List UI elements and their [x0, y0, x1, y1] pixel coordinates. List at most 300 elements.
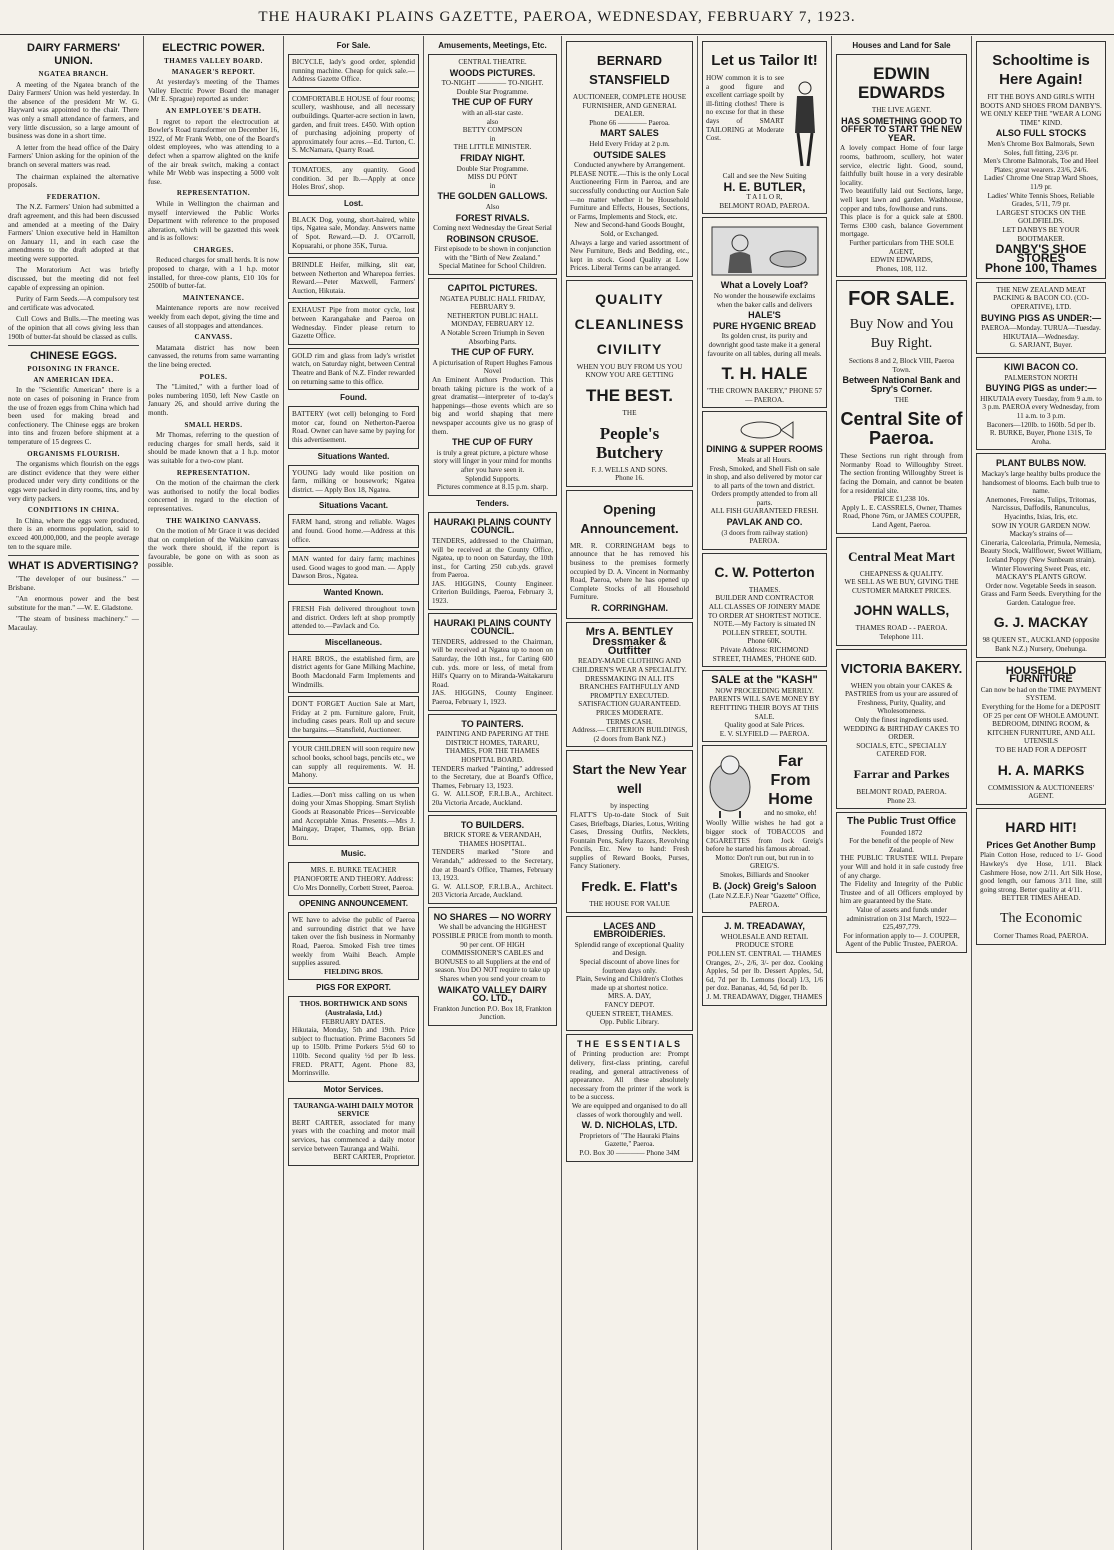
text: "THE CROWN BAKERY," PHONE 57 — PAEROA. [707, 387, 822, 404]
text: Fredk. E. Flatt's [581, 879, 678, 895]
text: NOW PROCEEDING MERRILY. [715, 686, 814, 695]
text: Pictures commence at 8.15 p.m. sharp. [436, 483, 549, 492]
text: PAINTING AND PAPERING AT THE DISTRICT HOMES, TARARU, THAMES, FOR THE THAMES HOSPITAL BOARD. [436, 730, 549, 764]
text: LET DANBYS BE YOUR BOOTMAKER. [1002, 225, 1080, 243]
divider [8, 345, 139, 346]
produce-ad [702, 916, 827, 1005]
text: Order now. Vegetable Seeds in season. Grass and Farm Seeds. Everything for the Garden. Catalogue free. [980, 581, 1102, 607]
paragraph: Reduced charges for small herds. It is now proposed to charge, with a 1 h.p. motor installed, for three-cow plants, £10 10s for 2500lb of butter-fat. [148, 256, 279, 291]
text: Men's Chrome Balmorals, Toe and Heel Plates; great wearers. 23/6, 24/6. [983, 157, 1099, 174]
text: Schooltime is Here Again! [992, 52, 1090, 88]
text: TO-NIGHT ———— TO-NIGHT. [441, 79, 544, 88]
text: SATISFACTION GUARANTEED. [578, 700, 681, 709]
gentleman-illustration [787, 78, 823, 168]
subhead: POISONING IN FRANCE. [27, 365, 120, 374]
text: 98 QUEEN ST., AUCKLAND (opposite Bank N.Z.) Nursery, Onehunga. [982, 636, 1100, 654]
classified-ad: BRINDLE Heifer, milking, slit ear, between Netherton and Wharepoa ferries. Reward.—Peter Maxwell, Farmers' Auction, Hikutaia. [288, 257, 419, 299]
text: Special Matinee for School Children. [438, 262, 547, 271]
text: Cineraria, Calceolaria, Primula, Nemesia, Beauty Stock, Wallflower, Sweet William, Iceland Poppy (New Sunbeam strain). Winter Flowering Sweet Peas, etc. [980, 538, 1102, 573]
text: is truly a great picture, a picture whose story will linger in your mind for months after you have seen it. [433, 448, 552, 474]
text: Buy Now and You Buy Right. [849, 317, 954, 352]
text: NOTE.—My Factory is situated IN POLLEN STREET, SOUTH. [713, 620, 816, 637]
text: WE ONLY KEEP THE "WEAR A LONG TIME" KIND. [980, 110, 1102, 127]
section-head: Lost. [343, 198, 364, 208]
text: KIWI BACON CO. [1004, 362, 1078, 373]
text: Opening Announcement. [580, 501, 679, 536]
classified-ad: TOMATOES, any quantity. Good condition. 3d per lb.—Apply at once Holes Bros', shop. [288, 162, 419, 196]
classified-ad: FRESH Fish delivered throughout town and district. Orders left at shop promptly attended to.—Pavlack and Co. [288, 601, 419, 635]
quote: "The developer of our business." —Brisbane. [8, 575, 139, 592]
text: NGATEA PUBLIC HALL FRIDAY, FEBRUARY 9. [439, 294, 546, 312]
paragraph: In the "Scientific American" there is a note on cases of poisoning in France from the use of frozen eggs from China which had been used for making bread and confectionery. The Chinese eggs are broken into tins and frozen before shipment at a temperature of 15 degrees C. [8, 386, 139, 446]
text: by inspecting [610, 802, 649, 811]
text: H. A. MARKS [997, 761, 1085, 778]
column-1 [4, 36, 144, 1550]
text: Founded 1872 [880, 828, 923, 837]
text: Corner Thames Road, PAEROA. [993, 931, 1089, 940]
text: No wonder the housewife exclaims when the baker calls and delivers [713, 291, 816, 309]
subhead: MANAGER'S REPORT. [171, 67, 256, 76]
text: Between National Bank and Spry's Corner. [842, 375, 961, 395]
masthead: THE HAURAKI PLAINS GAZETTE, PAEROA, WEDNESDAY, FEBRUARY 7, 1923. [0, 0, 1114, 35]
text: C. W. Potterton [714, 563, 815, 580]
subhead: AN AMERICAN IDEA. [33, 375, 114, 384]
ad-body: Hikutaia, Monday, 5th and 19th. Price subject to fluctuation. Prime Baconers 5d up to 150lb. Prime Porkers 5½d 60 to 110lb. Second quality ½d per lb less. FRED. PRATT, Agent. Phone 83, Morrinsville. [292, 1026, 415, 1078]
text: THE CUP OF FURY. [451, 347, 534, 358]
headline-chinese-eggs: CHINESE EGGS. [30, 350, 117, 363]
text: Frankton Junction P.O. Box 18, Frankton Junction. [433, 1004, 552, 1022]
text: PRICE £1,238 10s. [873, 495, 930, 504]
subhead: NGATEA BRANCH. [38, 70, 109, 78]
text: ALL CLASSES OF JOINERY MADE TO ORDER AT SHORTEST NOTICE. [707, 603, 822, 620]
text: Double Star Programme. [456, 87, 529, 96]
shoe-store-ad [976, 41, 1106, 279]
text: DRESSMAKING IN ALL ITS BRANCHES FAITHFULLY AND PROMPTLY EXECUTED. [579, 674, 680, 700]
kiwi-bacon-ad [976, 357, 1106, 450]
text: T A I L O R, [746, 193, 783, 202]
classified-ad: BATTERY (wet cell) belonging to Ford motor car, found on Netherton-Paeroa Road. Owner can have same by paying for this advertisement. [288, 406, 419, 448]
text: Plain, Sewing and Children's Clothes made up at shortest notice. [576, 975, 683, 992]
text: Proprietors of "The Hauraki Plains Gazette," Paeroa. [579, 1131, 680, 1149]
section-head: Situations Vacant. [319, 501, 388, 511]
text: ROBINSON CRUSOE. [446, 233, 539, 244]
subhead: CONDITIONS IN CHINA. [27, 506, 120, 515]
text: in [489, 181, 496, 190]
text: PAVLAK AND CO. [726, 517, 803, 528]
text: FIT THE BOYS AND GIRLS WITH BOOTS AND SHOES FROM DANBY'S. [980, 93, 1102, 110]
paragraph: A meeting of the Ngatea branch of the Dairy Farmers' Union was held yesterday. In the absence of the president Mr W. G. Hayward was appointed to the chair. There was only a small attendance of farmers, and very little discussion, so a large amount of business was done in a short time. [8, 80, 139, 141]
text: Private Address: RICHMOND STREET, THAMES, 'PHONE 60D. [712, 646, 817, 663]
text: WHEN YOU BUY FROM US YOU KNOW YOU ARE GETTING [576, 362, 683, 380]
tailor-ad [702, 41, 827, 214]
text: Only the finest ingredients used. [854, 715, 949, 724]
text: Quality good at Sale Prices. [724, 721, 805, 730]
classified-ad: FARM hand, strong and reliable. Wages and found. Good home.—Address at this office. [288, 514, 419, 548]
text: BUILDER AND CONTRACTOR [715, 594, 814, 603]
builder-ad [702, 553, 827, 667]
text: Oranges, 2/-, 2/6, 3/- per doz. Cooking Apples, 5d per lb. Dessert Apples, 5d, 6d, 7d per lb. Lemons (local) 1/3, 1/6 per doz. Bananas, 4d, 5d, 6d per lb. [706, 958, 823, 993]
text: MRS. A. DAY, [608, 992, 651, 1001]
subhead: THAMES VALLEY BOARD. [164, 57, 263, 65]
text: in [489, 134, 496, 143]
text: VICTORIA BAKERY. [840, 660, 963, 676]
announcement-ad [566, 490, 693, 619]
text: Home [768, 790, 813, 808]
section-head: Houses and Land for Sale [852, 41, 951, 50]
furniture-ad [976, 661, 1106, 805]
text: Meals at all Hours. [737, 455, 792, 464]
tender-ad [428, 714, 557, 812]
text: OUTSIDE SALES [593, 149, 666, 160]
text: MACKAY'S PLANTS GROW. [995, 573, 1087, 582]
subhead: AN EMPLOYEE'S DEATH. [165, 106, 262, 115]
text: LACES AND EMBROIDERIES. [593, 920, 666, 940]
text: (Late N.Z.E.F.) Near "Gazette" Office, PAEROA. [708, 892, 821, 909]
text: BRICK STORE & VERANDAH, THAMES HOSPITAL. [443, 831, 542, 848]
section-head: Miscellaneous. [325, 637, 382, 647]
text: These Sections run right through from Normanby Road to Willoughby Street. The section fronting Willoughby Street is facing the Domain, and cannot be beaten for a residential site. [840, 452, 963, 495]
text: Smokes, Billiards and Snooker [719, 870, 810, 879]
text: Special discount of above lines for fourteen days only. [579, 958, 680, 975]
text: Two beautifully laid out Sections, large, well kept lawn and garden. Washhouse, copper and tubs, fowlhouse and runs. [840, 187, 963, 213]
subhead: THE WAIKINO CANVASS. [166, 516, 261, 525]
text: THE LITTLE MINISTER. [453, 143, 532, 152]
text: Central Site of Paeroa. [840, 409, 963, 449]
tender-ad [428, 815, 557, 904]
subhead: REPRESENTATION. [176, 189, 251, 198]
text: SOW IN YOUR GARDEN NOW. Mackay's strains of— [991, 521, 1091, 539]
column-6-ads [698, 36, 832, 1550]
tender-ad [428, 613, 557, 711]
tobacco-ad [702, 745, 827, 913]
text: From [770, 771, 811, 789]
text: Its golden crust, its purity and downright good taste make it a general favourite on all tables, during all meals. [707, 332, 822, 358]
text: HAURAKI PLAINS COUNTY COUNCIL. [433, 516, 552, 536]
column-3-classifieds [284, 36, 424, 1550]
flatt-ad [566, 750, 693, 912]
printing-ad [566, 1034, 693, 1162]
headline-electric-power: ELECTRIC POWER. [162, 42, 265, 54]
text: For the benefit of the people of New Zealand. [849, 837, 954, 854]
auctioneer-ad [566, 41, 693, 277]
text: Address.— CRITERION BUILDINGS, (2 doors from Bank NZ.) [572, 726, 687, 743]
ad-sub: FEBRUARY DATES. [321, 1017, 386, 1026]
text: Central Meat Mart [848, 548, 955, 564]
section-head: OPENING ANNOUNCEMENT. [298, 899, 409, 909]
text: FOR SALE. [848, 288, 955, 311]
victoria-bakery-ad [836, 649, 967, 810]
text: AUCTIONEER, COMPLETE HOUSE FURNISHER, AND GENERAL DEALER. [572, 93, 687, 119]
text: HOW common it is to see a good figure and excellent carriage spoilt by ill-fitting clothes! There is no excuse for that in these days of SMART TAILORING at Moderate Cost. [706, 74, 784, 143]
text: EDWIN EDWARDS [858, 64, 945, 102]
text: Plain Cotton Hose, reduced to 1/- Good Hawkey's dye Hose, 1/11. Black Cashmere Hose, now 2/11. Art Silk Hose, good length, our famous 3/11 line, still going strong. Better quality at 4/11. [980, 851, 1102, 894]
text: The Fidelity and Integrity of the Public Trustee and of all Officers employed by him are guaranteed by the State. [840, 880, 963, 906]
text: and no smoke, eh! [764, 808, 817, 817]
sections-ad [836, 280, 967, 533]
text: Phone 66 ———— Paeroa. [589, 118, 670, 127]
text: THE [894, 395, 909, 404]
text: WAIKATO VALLEY DAIRY CO. LTD., [437, 984, 547, 1004]
text: E. V. SLYFIELD — PAEROA. [719, 729, 810, 738]
paragraph: At yesterday's meeting of the Thames Valley Electric Power Board the manager (Mr E. Sprague) reported as under: [148, 78, 279, 104]
text: Let us Tailor It! [711, 52, 818, 69]
classified-ad [288, 996, 419, 1081]
classified-ad: DON'T FORGET Auction Sale at Mart, Friday at 2 pm. Furniture galore, Fruit, including cases pears. Roll up and secure the bargains.—Stansfield, Auctioneer. [288, 696, 419, 738]
kash-ad [702, 670, 827, 742]
text: Also [485, 202, 500, 211]
text: THAMES. [748, 585, 781, 594]
text: PURE HYGENIC BREAD [712, 320, 816, 331]
tender-ad [428, 512, 557, 610]
text: Apply L. E. CASSRELS, Owner, Thames Road, Phone 76m, or JAMES COUPER, Land Agent, Paeroa. [841, 503, 962, 529]
dairy-ad [428, 907, 557, 1026]
text: Far [778, 752, 803, 770]
subhead: SMALL HERDS. [184, 420, 243, 429]
text: BUYING PIGS as under:— [985, 383, 1097, 394]
text: HAS SOMETHING GOOD TO OFFER TO START THE NEW YEAR. [840, 115, 963, 143]
text: READY-MADE CLOTHING AND CHILDREN'S WEAR A SPECIALITY. [572, 657, 687, 674]
text: TO BE HAD FOR A DEPOSIT [995, 746, 1087, 754]
dressmaker-ad [566, 622, 693, 748]
sheep-illustration [706, 749, 754, 819]
text: CHEAPNESS & QUALITY. [859, 569, 944, 578]
hosiery-ad [976, 808, 1106, 945]
text: P.O. Box 30 ———— Phone 34M [579, 1148, 680, 1157]
text: MR. R. CORRINGHAM begs to announce that he has removed his business to the premises formerly occupied by D. A. Vincent in Normanby Road, Paeroa, where he has opened up Complete Stocks of all Household Furniture. [570, 541, 689, 602]
ad-body: WE have to advise the public of Paeroa and surrounding district that we have taken over the fish business in Normanby Road, Paeroa. Smoked Fish tree times weekly from Waihi Beach. Ample supplies assured. [292, 916, 415, 968]
text: THE CUP OF FURY [451, 97, 533, 108]
text: PARENTS WILL SAVE MONEY BY REFITTING THEIR BOYS AT THIS SALE. [709, 695, 820, 721]
subhead: CHARGES. [193, 245, 234, 254]
classified-ad: MAN wanted for dairy farm; machines used. Good wages to good man. — Apply Dawson Bros., Ngatea. [288, 551, 419, 585]
text: G. J. MACKAY [993, 614, 1089, 631]
bulbs-ad [976, 453, 1106, 657]
meat-packing-ad [976, 282, 1106, 354]
text: What a Lovely Loaf? [720, 280, 809, 291]
text: Phone 60K. [747, 637, 782, 646]
text: HARD HIT! [1005, 818, 1077, 835]
paragraph: A letter from the head office of the Dairy Farmers' Union asking for the opinion of the branch on several matters was read. [8, 143, 139, 169]
text: TENDERS, addressed to the Chairman, will be received at the County Office, Ngatea, up to noon on Saturday, the 10th inst., for Carting 250 cub.yds. gravel from Paeroa. [432, 536, 553, 580]
text: BEDROOM, DINING ROOM, & KITCHEN FURNITURE, AND ALL UTENSILS [987, 720, 1095, 746]
text: NETHERTON PUBLIC HALL MONDAY, FEBRUARY 12. [447, 311, 538, 329]
text: Woolly Willie wishes he had got a bigger stock of TOBACCOS and CIGARETTES from Jock Greig's before he started his famous abroad. [706, 819, 823, 854]
subhead: POLES. [199, 372, 228, 381]
text: This place is for a quick sale at £800. Terms £300 cash, balance Government mortgage. [840, 213, 963, 239]
paragraph: While in Wellington the chairman and myself interviewed the Public Works Department with reference to the proposed alteration, which will be gazetted this week and is as follows: [148, 199, 279, 243]
text: QUEEN STREET, THAMES. [586, 1009, 673, 1018]
paragraph: Matamata district has now been canvassed, the returns from same warranting the line being erected. [148, 343, 279, 369]
quote: "An enormous power and the best substitute for the man." —W. E. Gladstone. [8, 595, 139, 612]
text: Value of assets and funds under administration on 31st March, 1922—£25,497,779. [846, 906, 957, 932]
text: Phone 16. [615, 474, 644, 483]
text: NO SHARES — NO WORRY [433, 911, 552, 922]
text: R. BURKE, Buyer, Phone 131S, Te Aroha. [989, 429, 1093, 446]
text: Start the New Year well [572, 762, 687, 797]
quote: "The steam of business machinery." —Macaulay. [8, 615, 139, 633]
paragraph: The organisms which flourish on the eggs are distinct evidence that they were either produced under very dirty conditions or the eggs were packed in dirty rooms, tins, and by very dirty packers. [8, 460, 139, 503]
text: WE SELL AS WE BUY, GIVING THE CUSTOMER MARKET PRICES. [844, 578, 959, 595]
text: Conducted anywhere by Arrangement. [574, 161, 685, 170]
headline-dairy-farmers: DAIRY FARMERS' UNION. [26, 42, 121, 67]
paragraph: Cull Cows and Bulls.—The meeting was of the opinion that all cows giving less than 190lb of butter-fat should be classed as culls. [8, 315, 139, 341]
text: BUYING PIGS AS UNDER:— [980, 312, 1102, 323]
public-trust-ad [836, 812, 967, 953]
theatre-ad [428, 278, 557, 496]
subhead: MAINTENANCE. [182, 293, 245, 302]
text: TERMS CASH. [606, 717, 653, 726]
text: TO PAINTERS. [461, 718, 524, 729]
text: Can now be had on the TIME PAYMENT SYSTEM. [980, 685, 1102, 703]
text: Anemones, Freesias, Tulips, Tritomas, Narcissus, Daffodils, Ranunculus, Hyacinths, Ixias, Iris, etc. [985, 495, 1097, 521]
text: An Eminent Authors Production. This breath taking picture is the work of a great dramatist—interpreter of to-day's happenings—those events which are so big and world shaping that mere newspaper accounts give us no grasp of them. [432, 376, 553, 436]
text: CLEANLINESS [574, 315, 685, 332]
text: THE PUBLIC TRUSTEE WILL Prepare your Will and hold it in safe custody free of any charge. [840, 854, 963, 880]
headline-advertising: WHAT IS ADVERTISING? [8, 560, 139, 573]
text: JOHN WALLS, [853, 602, 950, 619]
text: Ladies' Chrome One Strap Ward Shoes, 11/9 pr. [984, 174, 1098, 191]
text: Baconers—120lb. to 160lb. 5d per lb. [986, 420, 1096, 429]
text: THE NEW ZEALAND MEAT PACKING & BACON CO. (CO-OPERATIVE), LTD. [993, 285, 1089, 312]
paragraph: The chairman explained the alternative proposals. [8, 172, 139, 190]
section-head: Found. [340, 393, 367, 403]
classified-ad: Ladies.—Don't miss calling on us when doing your Xmas Shopping. Smart Stylish Goods at Reasonable Prices—Serviceable and Acceptable Xmas. Presents.—Mrs J. Maingay, Draper, Thames, opp. Brian Boru. [288, 787, 419, 847]
text: BETTY COMPSON [462, 126, 523, 135]
ad-body: BERT CARTER, associated for many years with the coaching and motor mail services, has commenced a daily motor service between Tauranga and Waihi. [292, 1118, 415, 1153]
text: H. E. BUTLER, [723, 179, 806, 194]
text: Further particulars from THE SOLE AGENT, [849, 238, 954, 256]
text: THAMES ROAD - - PAEROA. [855, 624, 948, 633]
column-4-amusements [424, 36, 562, 1550]
text: BETTER TIMES AHEAD. [1001, 894, 1081, 903]
woman-with-loaf-illustration [710, 225, 820, 277]
ad-signature: BERT CARTER, Proprietor. [333, 1153, 415, 1162]
text: POLLEN ST. CENTRAL — THAMES [707, 950, 822, 959]
text: HOUSEHOLD FURNITURE [1005, 664, 1077, 686]
laces-ad [566, 916, 693, 1031]
text: PLEASE NOTE.—This is the only Local Auctioneering Firm in Paeroa, and are successfully conducting our Auction Sale—no matter whether it be Household Furniture and Effects, Houses, Sections, or Farms, Implements and Stock, etc. [570, 169, 689, 221]
text: THE [622, 409, 637, 418]
classified-ad [288, 1098, 419, 1166]
text: HAURAKI PLAINS COUNTY COUNCIL. [433, 617, 552, 637]
text: G. W. ALLSOP, F.R.I.B.A., Architect. 203 Victoria Arcade, Auckland. [432, 882, 553, 900]
text: PAEROA—Monday. TURUA—Tuesday. HIKUTAIA—Wednesday. [981, 324, 1101, 341]
classified-ad: BICYCLE, lady's good order, splendid running machine. Cheap for quick sale.—Address Gazette Office. [288, 54, 419, 88]
text: HIKUTAIA every Tuesday, from 9 a.m. to 3 p.m. PAEROA every Wednesday, from 11 a.m. to 3 p.m. [980, 394, 1102, 420]
text: FANCY DEPOT. [604, 1001, 655, 1009]
text: TENDERS marked "Store and Verandah," addressed to the Secretary, due at Board's Office, Thames, February 13, 1923. [432, 848, 553, 883]
text: For information apply to— J. COUPER, Agent of the Public Trustee, PAEROA. [843, 931, 960, 949]
classified-ad: BLACK Dog, young, short-haired, white tips, Ngatea sale, Monday. Answers name of Spot. Reward.—D. J. O'Carroll, Kopuarahi, or phone 35K, Turua. [288, 212, 419, 254]
section-head: Motor Services. [323, 1084, 384, 1094]
text: with an all-star caste. [461, 108, 524, 117]
text: FOREST RIVALS. [455, 212, 530, 223]
text: TENDERS marked "Painting," addressed to the Secretary, due at Board's Office, Thames, February 13, 1923. [432, 764, 553, 790]
paragraph: The "Limited," with a further load of poles numbering 1050, left New Castle on January 26, and should arrive during the month. [148, 383, 279, 417]
text: Dressmaker & Outfitter [592, 636, 667, 657]
column-2 [144, 36, 284, 1550]
text: CIVILITY [596, 340, 663, 357]
paragraph: On the motion of the chairman the clerk was authorised to notify the local bodies concerned in regard to the election of representatives. [148, 479, 279, 513]
section-head: Tenders. [476, 498, 509, 508]
text: PRICES MODERATE. [595, 708, 664, 717]
subhead: ORGANISMS FLOURISH. [27, 449, 120, 458]
land-agent-ad [836, 54, 967, 277]
text: T. H. HALE [721, 364, 808, 384]
text: First episode to be shown in conjunction with the "Birth of New Zealand." [434, 245, 551, 262]
text: Prices Get Another Bump [986, 839, 1096, 850]
text: Coming next Wednesday the Great Serial [433, 224, 552, 233]
text: MART SALES [600, 128, 659, 139]
text: THE GOLDEN GALLOWS. [437, 191, 548, 202]
text: Phone 23. [887, 796, 916, 805]
text: DINING & SUPPER ROOMS [706, 444, 823, 455]
classified-ad: MRS. E. BURKE TEACHER PIANOFORTE AND THEORY. Address: C/o Mrs Donnelly, Corbett Street, Paeroa. [288, 862, 419, 896]
column-5-ads [562, 36, 698, 1550]
paragraph: On the motion of Mr Grace it was decided that on completion of the Waikino canvass the work there should, if the report is favourable, be gone on with as soon as possible. [148, 527, 279, 570]
text: Fresh, Smoked, and Shell Fish on sale in shop, and also delivered by motor car to all parts of the town and district. Orders promptly attended to from all parts. [706, 464, 823, 507]
text: Phone 100, Thames [984, 261, 1098, 276]
text: B. (Jock) Greig's Saloon [712, 880, 817, 891]
fish-icon [735, 419, 795, 441]
text: THE HOUSE FOR VALUE [589, 900, 670, 909]
ad-title: TAURANGA-WAIHI DAILY MOTOR SERVICE [293, 1101, 414, 1119]
text: BELMONT ROAD, PAEROA. [719, 201, 810, 210]
text: A Notable Screen Triumph in Seven Absorbing Parts. [440, 329, 545, 346]
text: QUALITY [595, 290, 664, 307]
text: A lovely compact Home of four large rooms, bathroom, scullery, hot water service, electric light. Good, sound, faithfully built house in a very desirable locality. [840, 144, 963, 187]
text: A picturisation of Rupert Hughes Famous Novel [432, 358, 553, 376]
text: THE CUP OF FURY [451, 437, 533, 448]
text: Call and see the New Suiting [722, 172, 807, 180]
text: THE LIVE AGENT. [871, 106, 932, 114]
text: JAS. HIGGINS, County Engineer. Criterion Buildings, Paeroa, February 3, 1923. [432, 579, 553, 606]
paragraph: Purity of Farm Seeds.—A compulsory test and certificate was advocated. [8, 295, 139, 312]
text: Held Every Friday at 2 p.m. [589, 139, 670, 148]
text: CAPITOL PICTURES. [447, 283, 538, 294]
text: THE BEST. [586, 386, 673, 406]
ad-title: THOS. BORTHWICK AND SONS (Australasia, Ltd.) [299, 1000, 408, 1017]
text: BELMONT ROAD, PAEROA. [856, 787, 947, 796]
text: WHEN you obtain your CAKES & PASTRIES from us your are assured of Freshness, Purity, Quality, and Wholesomeness. [844, 681, 959, 716]
paragraph: Mr Thomas, referring to the question of reducing charges for small herds, said it should be made known that a 1 h.p. motor was suitable for a two-cow plant. [148, 431, 279, 465]
bakery-ad [702, 217, 827, 408]
text: Always a large and varied assortment of New Furniture, Beds and Bedding, etc., kept in stock. Good Quality at Low Prices. Liberal Terms can be arranged. [570, 238, 689, 273]
paragraph: In China, where the eggs were produced, there is an enormous population, said to exceed 400,000,000, and the people average ten to the square mile. [8, 516, 139, 551]
fish-ad [702, 411, 827, 550]
section-head: PIGS FOR EXPORT. [316, 983, 391, 993]
text: Splendid Supports. [465, 474, 520, 483]
text: Men's Chrome Box Balmorals, Sewn Soles, full fitting, 23/6 pr. [987, 139, 1095, 157]
text: FLATT'S Up-to-date Stock of Suit Cases, Briefbags, Diaries, Lotus, Writing Cases, Dressing Outfits, Necklets, Fountain Pens, Safety Razors, Revolving Pencils, Etc. New to hand: Fresh supplies of Reward Books, Purses, Fancy Stationery. [570, 810, 689, 871]
text: Mrs A. BENTLEY [585, 625, 674, 638]
column-7-ads [832, 36, 972, 1550]
text: DANBY'S SHOE STORES [995, 242, 1087, 265]
classified-ad: EXHAUST Pipe from motor cycle, lost between Karangahake and Paeroa on Wednesday. Finder please return to Gazette Office. [288, 302, 419, 344]
text: COMMISSION & AUCTIONEERS' AGENT. [988, 783, 1094, 801]
text: F. J. WELLS AND SONS. [591, 465, 668, 474]
text: WEDDING & BIRTHDAY CAKES TO ORDER. [843, 724, 960, 742]
section-head: Wanted Known. [323, 587, 384, 597]
text: FRIDAY NIGHT. [460, 152, 525, 163]
text: LARGEST STOCKS ON THE GOLDFIELDS. [996, 208, 1086, 226]
ad-signature: FIELDING BROS. [324, 967, 383, 976]
subhead: CANVASS. [194, 333, 233, 342]
classified-ad: COMFORTABLE HOUSE of four rooms; scullery, washhouse, and all necessary outbuildings. Quarter-acre section in lawn, garden, and fruit trees. £450. With option of purchasing adjoining property of approximately four acres.—Ed. Turton, C. S. McNamara, Quarry Road. [288, 91, 419, 159]
paragraph: The Moratorium Act was briefly discussed, but the meeting did not feel capable of expressing an opinion. [8, 266, 139, 292]
paragraph: Maintenance reports are now received weekly from each depot, giving the time and causes of all stoppages and attendances. [148, 304, 279, 330]
text: Sections 8 and 2, Block VIII, Paeroa Town. [848, 357, 955, 374]
